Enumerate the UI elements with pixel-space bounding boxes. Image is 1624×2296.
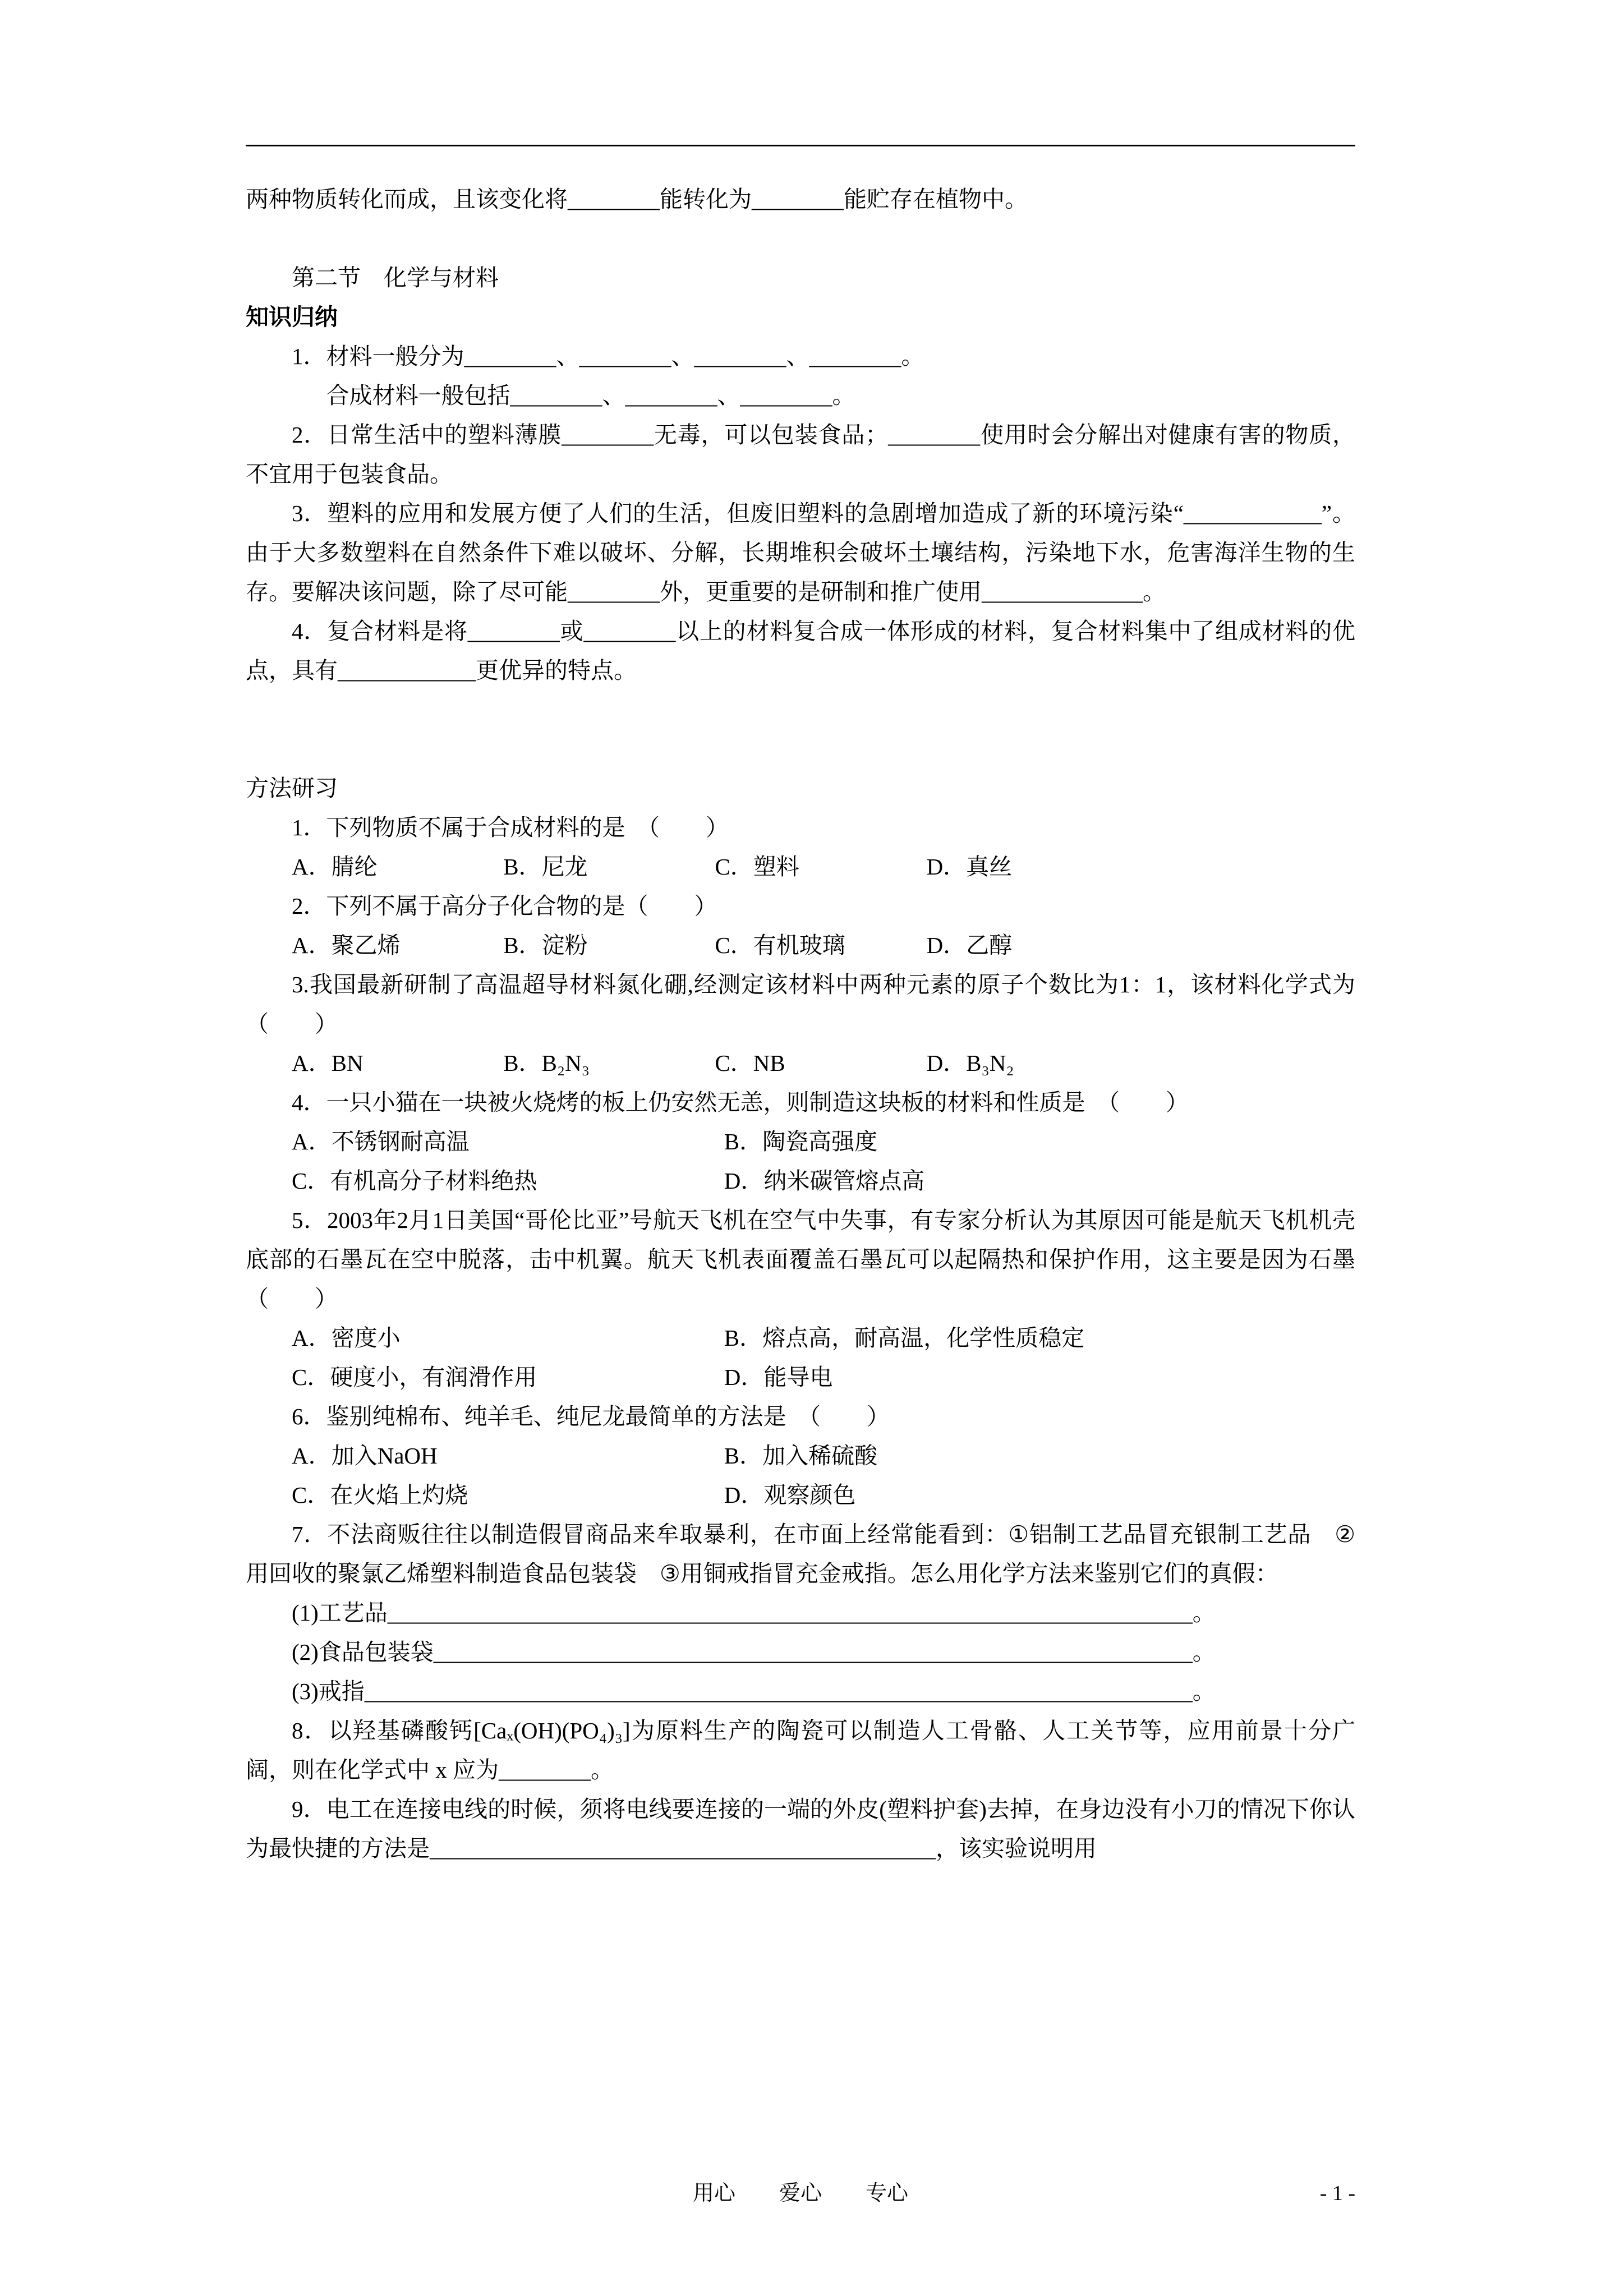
option-cell: C．有机玻璃 [715, 932, 845, 958]
question-7-answer-3: (3)戒指________________________________________________________________________。 [292, 1678, 1216, 1704]
footer-word-1: 用心 [692, 2182, 735, 2205]
blank-line [246, 219, 1355, 258]
option-cell: B．淀粉 [503, 932, 588, 958]
option-cell: C．在火焰上灼烧 [292, 1482, 468, 1508]
option-cell: B．B₂N₃ [503, 1050, 590, 1076]
option-cell: C．硬度小，有润滑作用 [292, 1364, 537, 1390]
option-cell: C．NB [715, 1050, 785, 1076]
question-7-answer-2: (2)食品包装袋__________________________________________________________________。 [292, 1639, 1216, 1665]
question-2-options [246, 926, 1355, 965]
question-7: 7．不法商贩往往以制造假冒商品来牟取暴利，在市面上经常能看到：①铝制工艺品冒充银制工艺品 ②用回收的聚氯乙烯塑料制造食品包装袋 ③用铜戒指冒充金戒指。怎么用化学方法来鉴别它们的真假： [246, 1521, 1355, 1586]
question-6: 6．鉴别纯棉布、纯羊毛、纯尼龙最简单的方法是 （ ） [292, 1404, 890, 1429]
option-cell: A．腈纶 [292, 854, 378, 880]
option-cell: A．密度小 [292, 1325, 401, 1351]
option-cell: B．陶瓷高强度 [724, 1129, 878, 1154]
option-cell: D．能导电 [724, 1364, 833, 1390]
question-5-options-ab [246, 1318, 1355, 1358]
option-cell: C．塑料 [715, 854, 799, 880]
blank-line [246, 690, 1355, 769]
option-cell: D．B₃N₂ [926, 1050, 1014, 1076]
question-5: 5．2003年2月1日美国“哥伦比亚”号航天飞机在空气中失事，有专家分析认为其原因可能是航天飞机机壳底部的石墨瓦在空中脱落，击中机翼。航天飞机表面覆盖石墨瓦可以起隔热和保护作用，这主要是因为石墨 （ ） [246, 1207, 1378, 1312]
option-cell: D．观察颜色 [724, 1482, 856, 1508]
knowledge-heading: 知识归纳 [246, 304, 338, 330]
knowledge-item-4: 4．复合材料是将________或________以上的材料复合成一体形成的材料，复合材料集中了组成材料的优点，具有____________更优异的特点。 [246, 618, 1355, 683]
footer-word-3: 专心 [866, 2182, 909, 2205]
header-rule [246, 145, 1355, 146]
document-body [246, 180, 1378, 1868]
question-9: 9．电工在连接电线的时候，须将电线要连接的一端的外皮(塑料护套)去掉，在身边没有小刀的情况下你认为最快捷的方法是____________________________________________，该实验说明用 [246, 1796, 1355, 1861]
option-cell: A．加入NaOH [292, 1443, 438, 1469]
knowledge-item-3: 3．塑料的应用和发展方便了人们的生活，但废旧塑料的急剧增加造成了新的环境污染“____________”。由于大多数塑料在自然条件下难以破坏、分解，长期堆积会破坏土壤结构，污染地下水，危害海洋生物的生存。要解决该问题，除了尽可能________外，更重要的是研制和推广使用______________。 [246, 500, 1355, 605]
option-cell: D．乙醇 [926, 932, 1013, 958]
option-cell: C．有机高分子材料绝热 [292, 1168, 537, 1194]
footer-motto [246, 2177, 1355, 2210]
question-1-options [246, 847, 1355, 886]
question-7-answer-1: (1)工艺品______________________________________________________________________。 [292, 1600, 1216, 1626]
knowledge-item-1b: 合成材料一般包括________、________、________。 [326, 383, 855, 408]
question-1: 1．下列物质不属于合成材料的是 （ ） [292, 815, 729, 840]
question-4: 4．一只小猫在一块被火烧烤的板上仍安然无恙，则制造这块板的材料和性质是 （ ） [292, 1089, 1189, 1115]
option-cell: B．加入稀硫酸 [724, 1443, 878, 1469]
footer-word-2: 爱心 [779, 2182, 822, 2205]
page-number: - 1 - [1319, 2182, 1355, 2205]
knowledge-item-1: 1．材料一般分为________、________、________、________。 [292, 343, 924, 369]
method-heading: 方法研习 [246, 775, 338, 801]
question-3: 3.我国最新研制了高温超导材料氮化硼,经测定该材料中两种元素的原子个数比为1：1，该材料化学式为 （ ） [246, 972, 1378, 1037]
question-6-options-cd [246, 1475, 1355, 1515]
question-6-options-ab [246, 1436, 1355, 1475]
section-title: 第二节 化学与材料 [292, 265, 499, 291]
question-2: 2．下列不属于高分子化合物的是（ ） [292, 893, 717, 919]
question-3-options [246, 1043, 1355, 1083]
question-4-options-ab [246, 1122, 1355, 1161]
option-cell: B．尼龙 [503, 854, 588, 880]
option-cell: D．真丝 [926, 854, 1013, 880]
option-cell: A．不锈钢耐高温 [292, 1129, 470, 1154]
question-8: 8．以羟基磷酸钙[Caₓ(OH)(PO₄)₃]为原料生产的陶瓷可以制造人工骨骼、人工关节等，应用前景十分广阔，则在化学式中 x 应为________。 [246, 1718, 1355, 1783]
continued-text: 两种物质转化而成，且该变化将________能转化为________能贮存在植物中。 [246, 186, 1028, 212]
page-footer [246, 2177, 1355, 2210]
knowledge-item-2: 2．日常生活中的塑料薄膜________无毒，可以包装食品；________使用时会分解出对健康有害的物质，不宜用于包装食品。 [246, 422, 1355, 487]
option-cell: B．熔点高，耐高温，化学性质稳定 [724, 1325, 1085, 1351]
option-cell: A．聚乙烯 [292, 932, 401, 958]
option-cell: D．纳米碳管熔点高 [724, 1168, 925, 1194]
question-4-options-cd [246, 1161, 1355, 1200]
question-5-options-cd [246, 1358, 1355, 1397]
option-cell: A．BN [292, 1050, 364, 1076]
